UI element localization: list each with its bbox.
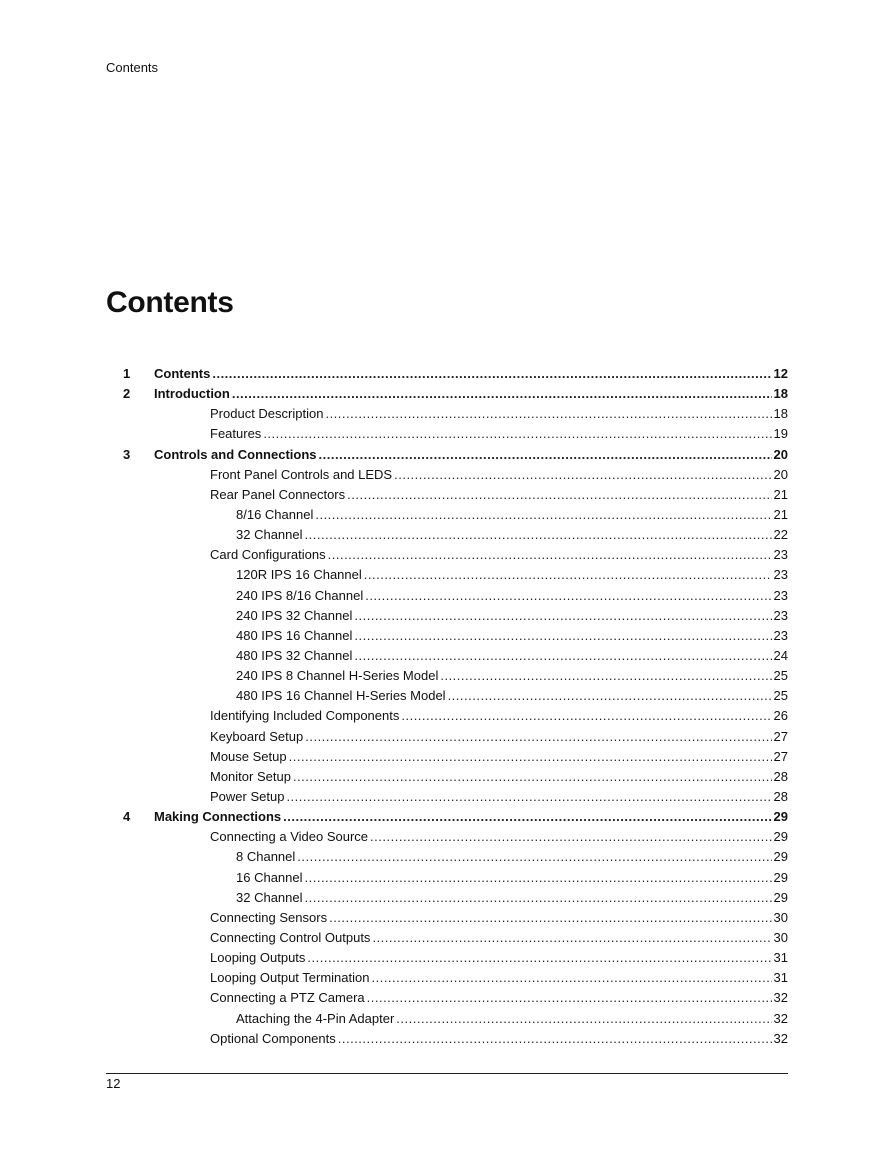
toc-page-number: 31 <box>773 970 788 986</box>
toc-entry[interactable] <box>106 1009 788 1029</box>
toc-entry-label: Mouse Setup <box>210 748 287 764</box>
toc-entry[interactable] <box>106 646 788 666</box>
toc-entry[interactable] <box>106 968 788 988</box>
toc-entry-label: Power Setup <box>210 788 285 804</box>
toc-page-number: 21 <box>773 506 788 522</box>
toc-entry-line <box>210 968 788 988</box>
toc-entry[interactable] <box>106 948 788 968</box>
toc-entry-label: 16 Channel <box>236 869 303 885</box>
toc-page-number: 25 <box>773 668 788 684</box>
toc-page-number: 28 <box>773 768 788 784</box>
toc-entry-line <box>210 465 788 485</box>
page-number: 12 <box>106 1076 121 1091</box>
toc-page-number: 22 <box>773 527 788 543</box>
toc-entry-label: Looping Outputs <box>210 950 306 966</box>
toc-entry-label: Optional Components <box>210 1030 336 1046</box>
toc-dot-leader <box>263 424 771 444</box>
toc-entry-line <box>236 888 788 908</box>
toc-dot-leader <box>367 988 772 1008</box>
toc-page-number: 23 <box>773 547 788 563</box>
toc-page-number: 29 <box>773 889 788 905</box>
toc-entry-label: 240 IPS 32 Channel <box>236 607 353 623</box>
toc-dot-leader <box>440 666 771 686</box>
toc-page-number: 26 <box>773 708 788 724</box>
toc-dot-leader <box>212 364 771 384</box>
toc-entry-label: Card Configurations <box>210 547 326 563</box>
toc-entry[interactable] <box>106 525 788 545</box>
toc-page-number: 18 <box>773 406 788 422</box>
toc-dot-leader <box>283 807 771 827</box>
footer-divider <box>106 1073 788 1074</box>
toc-entry[interactable] <box>106 404 788 424</box>
toc-entry-label: Controls and Connections <box>154 446 317 462</box>
toc-dot-leader <box>307 948 771 968</box>
toc-entry-line <box>236 505 788 525</box>
toc-entry-line <box>210 1029 788 1049</box>
toc-entry-label: Making Connections <box>154 809 282 825</box>
toc-entry[interactable] <box>106 586 788 606</box>
toc-dot-leader <box>315 505 771 525</box>
toc-page-number: 18 <box>773 386 788 402</box>
toc-entry[interactable] <box>106 767 788 787</box>
toc-entry[interactable] <box>106 565 788 585</box>
toc-entry-line <box>236 626 788 646</box>
toc-entry-line <box>236 646 788 666</box>
toc-entry[interactable] <box>106 847 788 867</box>
toc-page-number: 27 <box>773 748 788 764</box>
toc-entry-line <box>210 948 788 968</box>
toc-entry-line <box>154 807 788 827</box>
toc-page-number: 21 <box>773 486 788 502</box>
toc-dot-leader <box>347 485 771 505</box>
toc-page-number: 20 <box>773 466 788 482</box>
toc-entry-line <box>236 686 788 706</box>
toc-page-number: 28 <box>773 788 788 804</box>
toc-dot-leader <box>338 1029 772 1049</box>
toc-entry-line <box>210 787 788 807</box>
toc-entry[interactable] <box>106 706 788 726</box>
toc-entry-line <box>236 586 788 606</box>
toc-page-number: 19 <box>773 426 788 442</box>
toc-dot-leader <box>372 928 771 948</box>
toc-entry[interactable] <box>106 908 788 928</box>
toc-dot-leader <box>305 888 772 908</box>
toc-dot-leader <box>305 868 772 888</box>
toc-page-number: 29 <box>773 809 788 825</box>
toc-page-number: 23 <box>773 567 788 583</box>
toc-entry[interactable] <box>106 928 788 948</box>
toc-entry[interactable] <box>106 807 788 827</box>
toc-chapter-number: 3 <box>123 446 131 462</box>
toc-dot-leader <box>354 626 771 646</box>
toc-entry[interactable] <box>106 827 788 847</box>
toc-entry-line <box>236 868 788 888</box>
toc-dot-leader <box>325 404 771 424</box>
toc-page-number: 23 <box>773 607 788 623</box>
toc-entry-label: 480 IPS 32 Channel <box>236 647 353 663</box>
toc-dot-leader <box>401 706 771 726</box>
toc-entry-label: 8/16 Channel <box>236 506 314 522</box>
toc-entry-label: Identifying Included Components <box>210 708 400 724</box>
toc-entry[interactable] <box>106 364 788 384</box>
toc-entry[interactable] <box>106 384 788 404</box>
toc-dot-leader <box>289 747 772 767</box>
toc-entry-label: 240 IPS 8/16 Channel <box>236 587 364 603</box>
toc-entry-label: 480 IPS 16 Channel <box>236 627 353 643</box>
toc-entry-line <box>236 847 788 867</box>
toc-page-number: 32 <box>773 1010 788 1026</box>
table-of-contents <box>106 364 788 1049</box>
toc-entry[interactable] <box>106 988 788 1008</box>
toc-entry-label: 120R IPS 16 Channel <box>236 567 362 583</box>
page-title: Contents <box>106 286 234 319</box>
toc-page-number: 12 <box>773 366 788 381</box>
toc-chapter-number: 4 <box>123 809 131 825</box>
toc-entry-line <box>236 606 788 626</box>
toc-entry-label: Contents <box>154 366 211 381</box>
toc-entry-line <box>154 364 788 384</box>
toc-page-number: 29 <box>773 869 788 885</box>
toc-entry[interactable] <box>106 1029 788 1049</box>
toc-entry[interactable] <box>106 505 788 525</box>
toc-entry-line <box>210 545 788 565</box>
toc-dot-leader <box>293 767 772 787</box>
toc-entry-line <box>210 485 788 505</box>
toc-page-number: 29 <box>773 829 788 845</box>
toc-page-number: 31 <box>773 950 788 966</box>
toc-chapter-number: 2 <box>123 386 131 402</box>
toc-entry-line <box>154 384 788 404</box>
toc-page-number: 24 <box>773 647 788 663</box>
toc-entry-line <box>210 827 788 847</box>
toc-entry-line <box>210 706 788 726</box>
toc-page-number: 23 <box>773 587 788 603</box>
toc-entry-line <box>210 424 788 444</box>
toc-entry-line <box>236 565 788 585</box>
toc-dot-leader <box>297 847 771 867</box>
toc-entry[interactable] <box>106 465 788 485</box>
toc-entry[interactable] <box>106 424 788 444</box>
toc-page-number: 32 <box>773 990 788 1006</box>
toc-entry-label: Monitor Setup <box>210 768 291 784</box>
toc-chapter-number: 1 <box>123 366 131 381</box>
toc-entry-label: Front Panel Controls and LEDS <box>210 466 393 482</box>
toc-entry-label: 240 IPS 8 Channel H-Series Model <box>236 668 439 684</box>
toc-entry[interactable] <box>106 787 788 807</box>
toc-entry-label: Features <box>210 426 262 442</box>
toc-entry-line <box>210 747 788 767</box>
running-header: Contents <box>106 60 159 75</box>
toc-page-number: 32 <box>773 1030 788 1046</box>
toc-entry[interactable] <box>106 445 788 465</box>
toc-dot-leader <box>354 646 771 666</box>
toc-dot-leader <box>305 525 772 545</box>
toc-entry-line <box>236 525 788 545</box>
toc-dot-leader <box>286 787 771 807</box>
toc-entry-label: Connecting a PTZ Camera <box>210 990 365 1006</box>
toc-entry-line <box>210 404 788 424</box>
toc-entry-line <box>236 1009 788 1029</box>
toc-entry[interactable] <box>106 606 788 626</box>
toc-entry-label: Connecting a Video Source <box>210 829 369 845</box>
toc-entry-label: 8 Channel <box>236 849 296 865</box>
toc-page-number: 30 <box>773 909 788 925</box>
toc-entry-line <box>154 445 788 465</box>
toc-entry-label: Introduction <box>154 386 230 402</box>
toc-dot-leader <box>329 908 771 928</box>
toc-page-number: 25 <box>773 688 788 704</box>
toc-page-number: 29 <box>773 849 788 865</box>
toc-dot-leader <box>354 606 771 626</box>
toc-entry[interactable] <box>106 626 788 646</box>
toc-entry-line <box>210 767 788 787</box>
toc-entry-label: 32 Channel <box>236 889 303 905</box>
toc-entry[interactable] <box>106 485 788 505</box>
toc-entry-label: Looping Output Termination <box>210 970 370 986</box>
toc-entry-label: Connecting Control Outputs <box>210 929 371 945</box>
toc-page-number: 20 <box>773 446 788 462</box>
toc-entry-label: 32 Channel <box>236 527 303 543</box>
toc-entry[interactable] <box>106 686 788 706</box>
toc-page-number: 23 <box>773 627 788 643</box>
toc-entry-label: Rear Panel Connectors <box>210 486 346 502</box>
toc-dot-leader <box>394 465 771 485</box>
toc-dot-leader <box>370 827 771 847</box>
toc-dot-leader <box>396 1009 771 1029</box>
toc-entry[interactable] <box>106 868 788 888</box>
toc-dot-leader <box>319 445 772 465</box>
toc-entry[interactable] <box>106 727 788 747</box>
toc-dot-leader <box>448 686 772 706</box>
toc-entry-label: Attaching the 4-Pin Adapter <box>236 1010 395 1026</box>
toc-entry[interactable] <box>106 545 788 565</box>
toc-entry-label: 480 IPS 16 Channel H-Series Model <box>236 688 446 704</box>
toc-entry-label: Product Description <box>210 406 324 422</box>
toc-dot-leader <box>305 727 771 747</box>
toc-entry-line <box>210 988 788 1008</box>
toc-entry-label: Connecting Sensors <box>210 909 328 925</box>
toc-entry-line <box>210 928 788 948</box>
toc-entry-line <box>210 727 788 747</box>
toc-page-number: 27 <box>773 728 788 744</box>
toc-entry-line <box>236 666 788 686</box>
toc-entry[interactable] <box>106 888 788 908</box>
toc-dot-leader <box>365 586 771 606</box>
toc-entry-label: Keyboard Setup <box>210 728 304 744</box>
toc-entry-line <box>210 908 788 928</box>
toc-dot-leader <box>328 545 772 565</box>
toc-dot-leader <box>232 384 772 404</box>
toc-dot-leader <box>364 565 772 585</box>
toc-entry[interactable] <box>106 666 788 686</box>
toc-dot-leader <box>371 968 771 988</box>
toc-entry[interactable] <box>106 747 788 767</box>
toc-page-number: 30 <box>773 929 788 945</box>
